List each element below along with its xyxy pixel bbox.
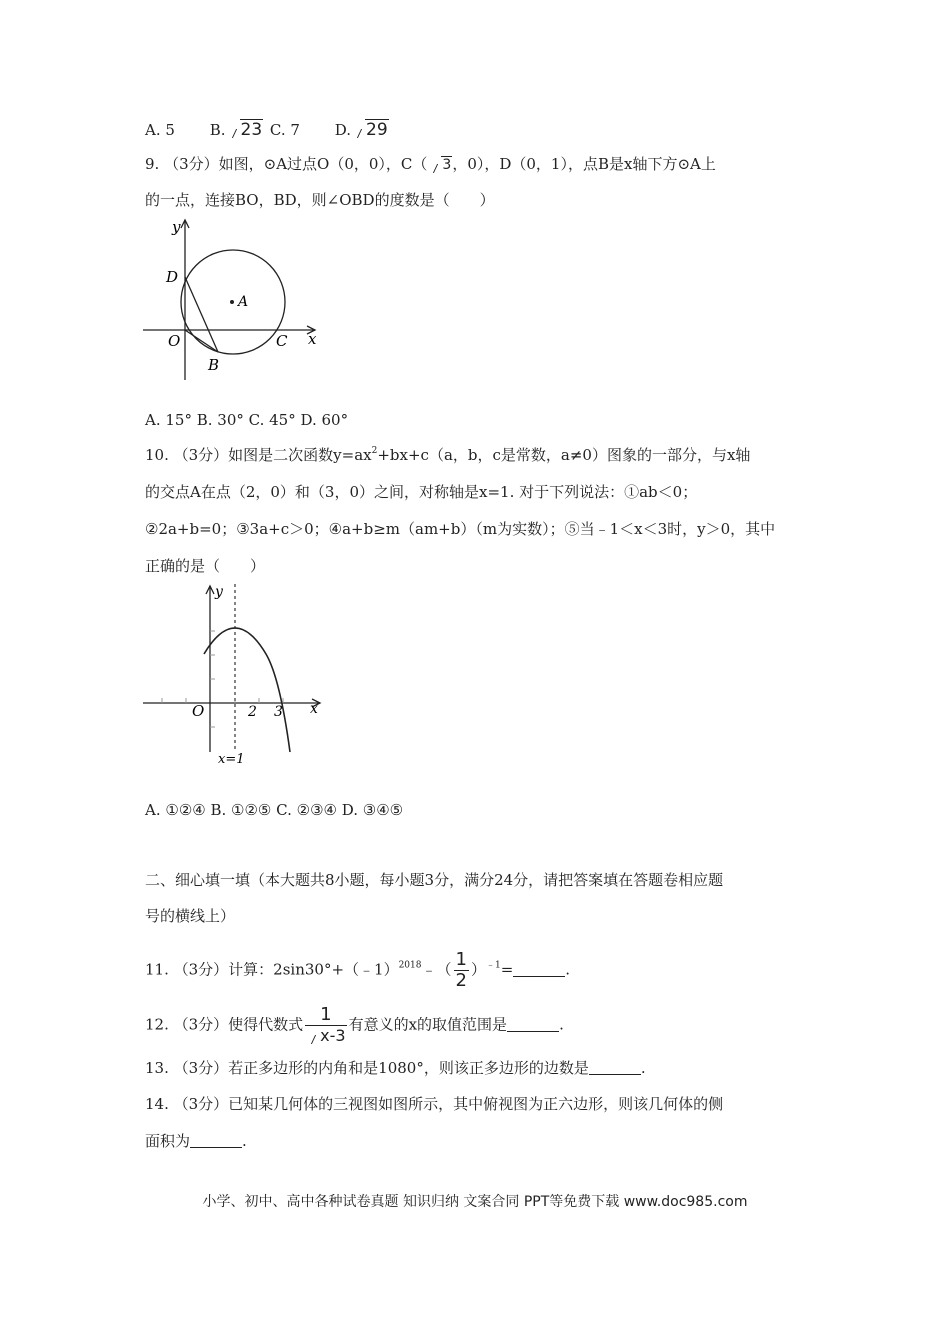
q14-line1: 14. （3分）已知某几何体的三视图如图所示，其中俯视图为正六边形，则该几何体的侧 [145,1095,724,1113]
x-ticks [162,698,283,703]
sqrt-x-minus-3: x-3 [307,1026,346,1046]
label-3: 3 [274,704,283,720]
label-x: x [308,330,317,348]
q9-figure [140,212,330,387]
q10-line2: 的交点A在点（2，0）和（3，0）之间，对称轴是x=1. 对于下列说法：①ab＜0； [145,483,698,501]
label-y: y [215,584,223,600]
q13-answer-blank[interactable] [589,1060,641,1075]
sqrt-23: 23 [228,120,264,140]
q11-answer-blank[interactable] [513,962,565,977]
label-o: O [168,332,181,350]
q8-option-b: B. [209,121,226,139]
q11: 11. （3分）计算：2sin30°+（﹣1）$^{2018}$﹣（ $\frac{1}{2}$ ）$^{﹣1}$= . [145,949,571,991]
label-2: 2 [248,704,257,720]
q10-figure [140,580,335,770]
section2-title-line2: 号的横线上） [145,907,236,925]
q14-answer-blank[interactable] [190,1133,242,1148]
q13: 13. （3分）若正多边形的内角和是1080°，则该正多边形的边数是 . [145,1059,646,1077]
q9-options: A. 15° B. 30° C. 45° D. 60° [145,411,349,429]
label-o: O [192,702,205,720]
sqrt-3: 3 [429,155,452,175]
label-b: B [208,356,220,374]
label-d: D [166,268,179,286]
label-x: x [310,701,318,717]
q8-option-a: A. 5 [145,121,175,139]
parabola-curve [204,628,290,752]
section2-title-line1: 二、细心填一填（本大题共8小题，每小题3分，满分24分，请把答案填在答题卷相应题 [145,871,724,889]
fraction-one-over-sqrt: $\frac{1}{x-3}$ [305,1005,346,1046]
page-footer: 小学、初中、高中各种试卷真题 知识归纳 文案合同 PPT等免费下载 www.doc985.com [202,1194,748,1210]
q8-options [145,120,389,140]
q10-line4: 正确的是（ ） [145,557,266,575]
label-a: A [238,294,249,310]
q14-line2: 面积为 . [145,1132,247,1150]
q12-answer-blank[interactable] [507,1017,559,1032]
center-a-dot [230,300,234,304]
q9-line1: 9. （3分）如图，⊙A过点O（0，0），C（ 3，0），D（0，1），点B是x轴下方⊙A上 [145,155,716,173]
fraction-one-half: $\frac{1}{2}$ [455,949,467,991]
q10-line3: ②2a+b=0；③3a+c＞0；④a+b≥m（am+b）（m为实数）；⑤当﹣1＜x＜3时，y＞0，其中 [145,520,776,538]
q8-option-d: D. [334,121,351,139]
q12: 12. （3分）使得代数式 $\frac{1}{x-3}$ 有意义的x的取值范围是 . [145,1004,564,1045]
label-c: C [276,332,288,350]
q9-line2: 的一点，连接BO，BD，则∠OBD的度数是（ ） [145,191,495,209]
sqrt-29: 29 [353,120,389,140]
q10-line1: 10. （3分）如图是二次函数$y=ax^2+bx+c(a$，b，c是常数，a≠0）图象的一部分，与x轴 [145,446,751,464]
label-x-eq-1: x=1 [218,752,245,767]
q8-option-c: C. 7 [269,121,300,139]
q10-options: A. ①②④ B. ①②⑤ C. ②③④ D. ③④⑤ [145,801,404,819]
label-y: y [172,218,181,236]
y-ticks [210,631,215,727]
